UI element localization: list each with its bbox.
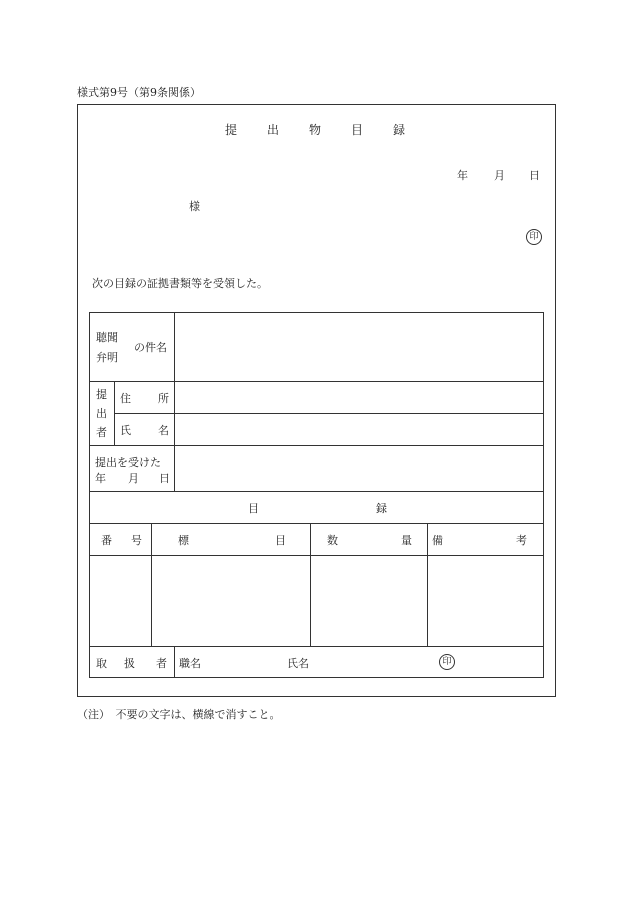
- case-name-label: の件名: [134, 341, 167, 354]
- title-char: 録: [393, 123, 406, 137]
- table-rule: [174, 313, 175, 491]
- table-rule: [174, 646, 175, 677]
- table-rule: [90, 523, 543, 524]
- col-item-char: 目: [275, 534, 286, 547]
- form-title: [0, 121, 630, 138]
- name-label-char: 氏: [120, 424, 131, 437]
- table-rule: [90, 555, 543, 556]
- date-month-label: 月: [494, 169, 505, 182]
- explanation-label: 弁明: [96, 351, 118, 364]
- col-item-char: 標: [178, 534, 189, 547]
- address-label-char: 所: [158, 392, 169, 405]
- inventory-table: [89, 312, 544, 678]
- table-rule: [151, 523, 152, 646]
- col-remarks-char: 考: [516, 534, 527, 547]
- hearing-label: 聴聞: [96, 331, 118, 344]
- col-quantity-char: 数: [327, 534, 338, 547]
- handler-name-label: 氏名: [287, 657, 309, 670]
- form-number-label: 様式第9号（第9条関係）: [77, 86, 201, 99]
- addressee-suffix: 様: [189, 200, 200, 213]
- inventory-header-char: 録: [376, 502, 387, 515]
- inventory-header-char: 目: [248, 502, 259, 515]
- date-day-label: 日: [529, 169, 540, 182]
- title-char: 物: [308, 123, 321, 137]
- received-label: 提出を受けた: [95, 456, 161, 469]
- col-number-char: 番: [101, 534, 112, 547]
- title-char: 目: [351, 123, 364, 137]
- date-year-label: 年: [457, 169, 468, 182]
- table-rule: [114, 381, 115, 445]
- title-char: 提: [224, 123, 237, 137]
- receipt-statement: 次の目録の証拠書類等を受領した。: [92, 277, 268, 290]
- table-rule: [90, 491, 543, 492]
- received-date-char: 日: [159, 472, 170, 485]
- received-date-char: 年: [95, 472, 106, 485]
- handler-position-label: 職名: [179, 657, 201, 670]
- handler-label-char: 者: [156, 657, 167, 670]
- handler-label-char: 扱: [124, 657, 135, 670]
- submitter-label-char: 者: [96, 426, 107, 439]
- col-remarks-char: 備: [432, 534, 443, 547]
- title-char: 出: [266, 123, 279, 137]
- received-date-char: 月: [128, 472, 139, 485]
- col-quantity-char: 量: [401, 534, 412, 547]
- footnote: （注） 不要の文字は、横線で消すこと。: [77, 708, 281, 721]
- handler-seal-mark: 印: [439, 654, 455, 670]
- table-rule: [90, 646, 543, 647]
- table-rule: [90, 381, 543, 382]
- table-rule: [114, 413, 543, 414]
- handler-label-char: 取: [96, 657, 107, 670]
- submitter-label-char: 出: [96, 407, 107, 420]
- table-rule: [310, 523, 311, 646]
- table-rule: [90, 445, 543, 446]
- seal-mark: 印: [526, 229, 542, 245]
- name-label-char: 名: [158, 424, 169, 437]
- col-number-char: 号: [131, 534, 142, 547]
- table-rule: [427, 523, 428, 646]
- address-label-char: 住: [120, 392, 131, 405]
- submitter-label-char: 提: [96, 388, 107, 401]
